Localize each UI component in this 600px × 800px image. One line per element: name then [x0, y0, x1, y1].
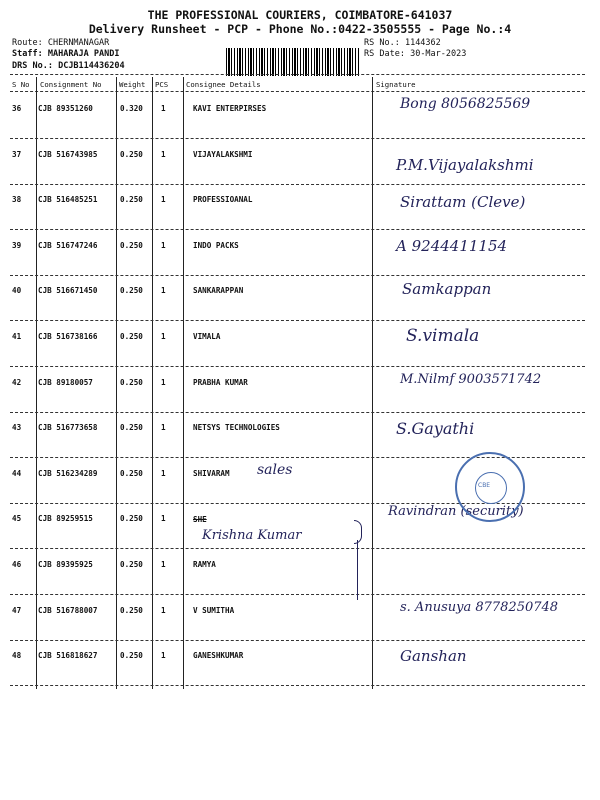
table-row	[10, 322, 585, 367]
row-pcs: 1	[161, 240, 166, 250]
row-consignment: CJB 516738166	[38, 332, 98, 341]
row-signature: M.Nilmf 9003571742	[400, 371, 542, 387]
rs-no-label: RS No.:	[364, 38, 400, 48]
row-signature: S.vimala	[406, 326, 480, 346]
row-weight: 0.320	[120, 104, 143, 113]
row-sno: 42	[12, 377, 22, 387]
row-divider	[10, 685, 585, 686]
row-pcs: 1	[161, 651, 166, 661]
drs-value: DCJB114436204	[58, 61, 125, 71]
row-consignment: CJB 516788007	[38, 605, 98, 615]
row-sno: 41	[12, 332, 22, 341]
drs-line	[12, 61, 125, 71]
company-stamp	[455, 452, 525, 522]
row-consignee: SANKARAPPAN	[193, 286, 244, 296]
row-signature: Sirattam (Cleve)	[400, 193, 526, 212]
row-consignee: GANESHKUMAR	[193, 651, 244, 661]
row-weight: 0.250	[120, 149, 143, 159]
row-consignment: CJB 516743985	[38, 149, 98, 159]
row-weight: 0.250	[120, 514, 143, 524]
row-consignee: KAVI ENTERPIRSES	[193, 104, 267, 113]
row-sno: 45	[12, 514, 22, 524]
row-consignee: V SUMITHA	[193, 605, 235, 615]
col-signature: Signature	[376, 80, 416, 89]
header-top-rule	[10, 74, 585, 75]
table-row	[10, 550, 585, 595]
row-signature: Samkappan	[402, 280, 492, 299]
barcode	[226, 48, 360, 76]
header-bottom-rule	[10, 91, 585, 92]
row-pcs: 1	[161, 468, 166, 478]
row-pcs: 1	[161, 605, 166, 615]
row-sno: 38	[12, 195, 22, 205]
route-line	[12, 38, 109, 48]
row-sno: 48	[12, 651, 22, 661]
row-weight: 0.250	[120, 332, 143, 341]
struck-consignee: SHE	[193, 515, 207, 524]
row-weight: 0.250	[120, 605, 143, 615]
row-sno: 46	[12, 560, 22, 569]
row-signature: P.M.Vijayalakshmi	[396, 155, 534, 174]
staff-label: Staff:	[12, 49, 43, 59]
col-pcs: PCS	[155, 80, 169, 89]
col-consignment: Consignment No	[40, 80, 102, 89]
table-row	[10, 368, 585, 413]
col-weight: Weight	[119, 80, 146, 89]
route-label: Route:	[12, 38, 43, 48]
rs-date-value: 30-Mar-2023	[410, 49, 467, 59]
row-weight: 0.250	[120, 377, 143, 387]
row-pcs: 1	[161, 377, 166, 387]
row-pcs: 1	[161, 560, 166, 569]
table-row	[10, 596, 585, 641]
rs-date-label: RS Date:	[364, 49, 405, 59]
row-weight: 0.250	[120, 651, 143, 661]
row-consignment: CJB 89395925	[38, 560, 93, 569]
table-row	[10, 641, 585, 686]
row-weight: 0.250	[120, 468, 143, 478]
table-row	[10, 276, 585, 321]
row-consignment: CJB 516485251	[38, 195, 98, 205]
row-consignee: INDO PACKS	[193, 240, 239, 250]
rs-no-line	[364, 38, 441, 48]
row-pcs: 1	[161, 149, 166, 159]
row-pcs: 1	[161, 195, 166, 205]
table-row	[10, 413, 585, 458]
row-consignee: RAMYA	[193, 560, 216, 569]
table-row	[10, 140, 585, 185]
staff-line	[12, 49, 120, 59]
row-weight: 0.250	[120, 195, 143, 205]
row-pcs: 1	[161, 332, 166, 341]
row-sno: 40	[12, 286, 22, 296]
row-weight: 0.250	[120, 240, 143, 250]
col-sno: S No	[12, 80, 30, 89]
row-pcs: 1	[161, 286, 166, 296]
row-consignment: CJB 516234289	[38, 468, 98, 478]
runsheet-title: Delivery Runsheet - PCP - Phone No.:0422-3505555 - Page No.:4	[88, 22, 512, 36]
company-title: THE PROFESSIONAL COURIERS, COIMBATORE-641037	[147, 8, 453, 22]
vertical-pen-line	[357, 540, 358, 600]
drs-label: DRS No.:	[12, 61, 53, 71]
row-consignment: CJB 516773658	[38, 423, 98, 433]
row-signature: Ravindran (security)	[388, 504, 524, 520]
col-consignee: Consignee Details	[186, 80, 261, 89]
row-consignee: PROFESSIOANAL	[193, 195, 253, 205]
row-sno: 36	[12, 104, 22, 113]
row-consignee: VIMALA	[193, 332, 221, 341]
row-signature: Bong 8056825569	[400, 96, 531, 112]
row-weight: 0.250	[120, 286, 143, 296]
row-sno: 39	[12, 240, 22, 250]
row-sno: 44	[12, 468, 22, 478]
staff-value: MAHARAJA PANDI	[47, 49, 120, 59]
row-signature: A 9244411154	[396, 236, 508, 255]
row-consignment: CJB 89259515	[38, 514, 93, 524]
row-pcs: 1	[161, 514, 166, 524]
row-consignment: CJB 516671450	[38, 286, 98, 296]
row-consignment: CJB 89351260	[38, 104, 93, 113]
row-consignee: NETSYS TECHNOLOGIES	[193, 423, 280, 433]
row-consignee: VIJAYALAKSHMI	[193, 149, 253, 159]
row-weight: 0.250	[120, 560, 143, 569]
sales-handwriting: sales	[257, 462, 293, 478]
row-consignment: CJB 516747246	[38, 240, 98, 250]
route-value: CHERNMANAGAR	[47, 38, 110, 48]
stamp-text: CBE	[478, 482, 491, 489]
table-row	[10, 185, 585, 230]
table-row	[10, 231, 585, 276]
row-consignment: CJB 516818627	[38, 651, 98, 661]
row-signature: S.Gayathi	[396, 419, 475, 439]
row-sno: 47	[12, 605, 22, 615]
row-consignment: CJB 89180057	[38, 377, 93, 387]
row-signature: Ganshan	[400, 647, 467, 666]
row-sno: 43	[12, 423, 22, 433]
krishna-handwriting: Krishna Kumar	[202, 528, 302, 543]
row-consignee: SHIVARAM	[193, 468, 230, 478]
row-sno: 37	[12, 149, 22, 159]
rs-date-line	[364, 49, 466, 59]
row-weight: 0.250	[120, 423, 143, 433]
rs-no-value: 1144362	[404, 38, 441, 48]
table-row	[10, 94, 585, 139]
row-pcs: 1	[161, 104, 166, 113]
row-signature: s. Anusuya 8778250748	[400, 599, 559, 615]
row-consignee: PRABHA KUMAR	[193, 377, 248, 387]
row-pcs: 1	[161, 423, 166, 433]
